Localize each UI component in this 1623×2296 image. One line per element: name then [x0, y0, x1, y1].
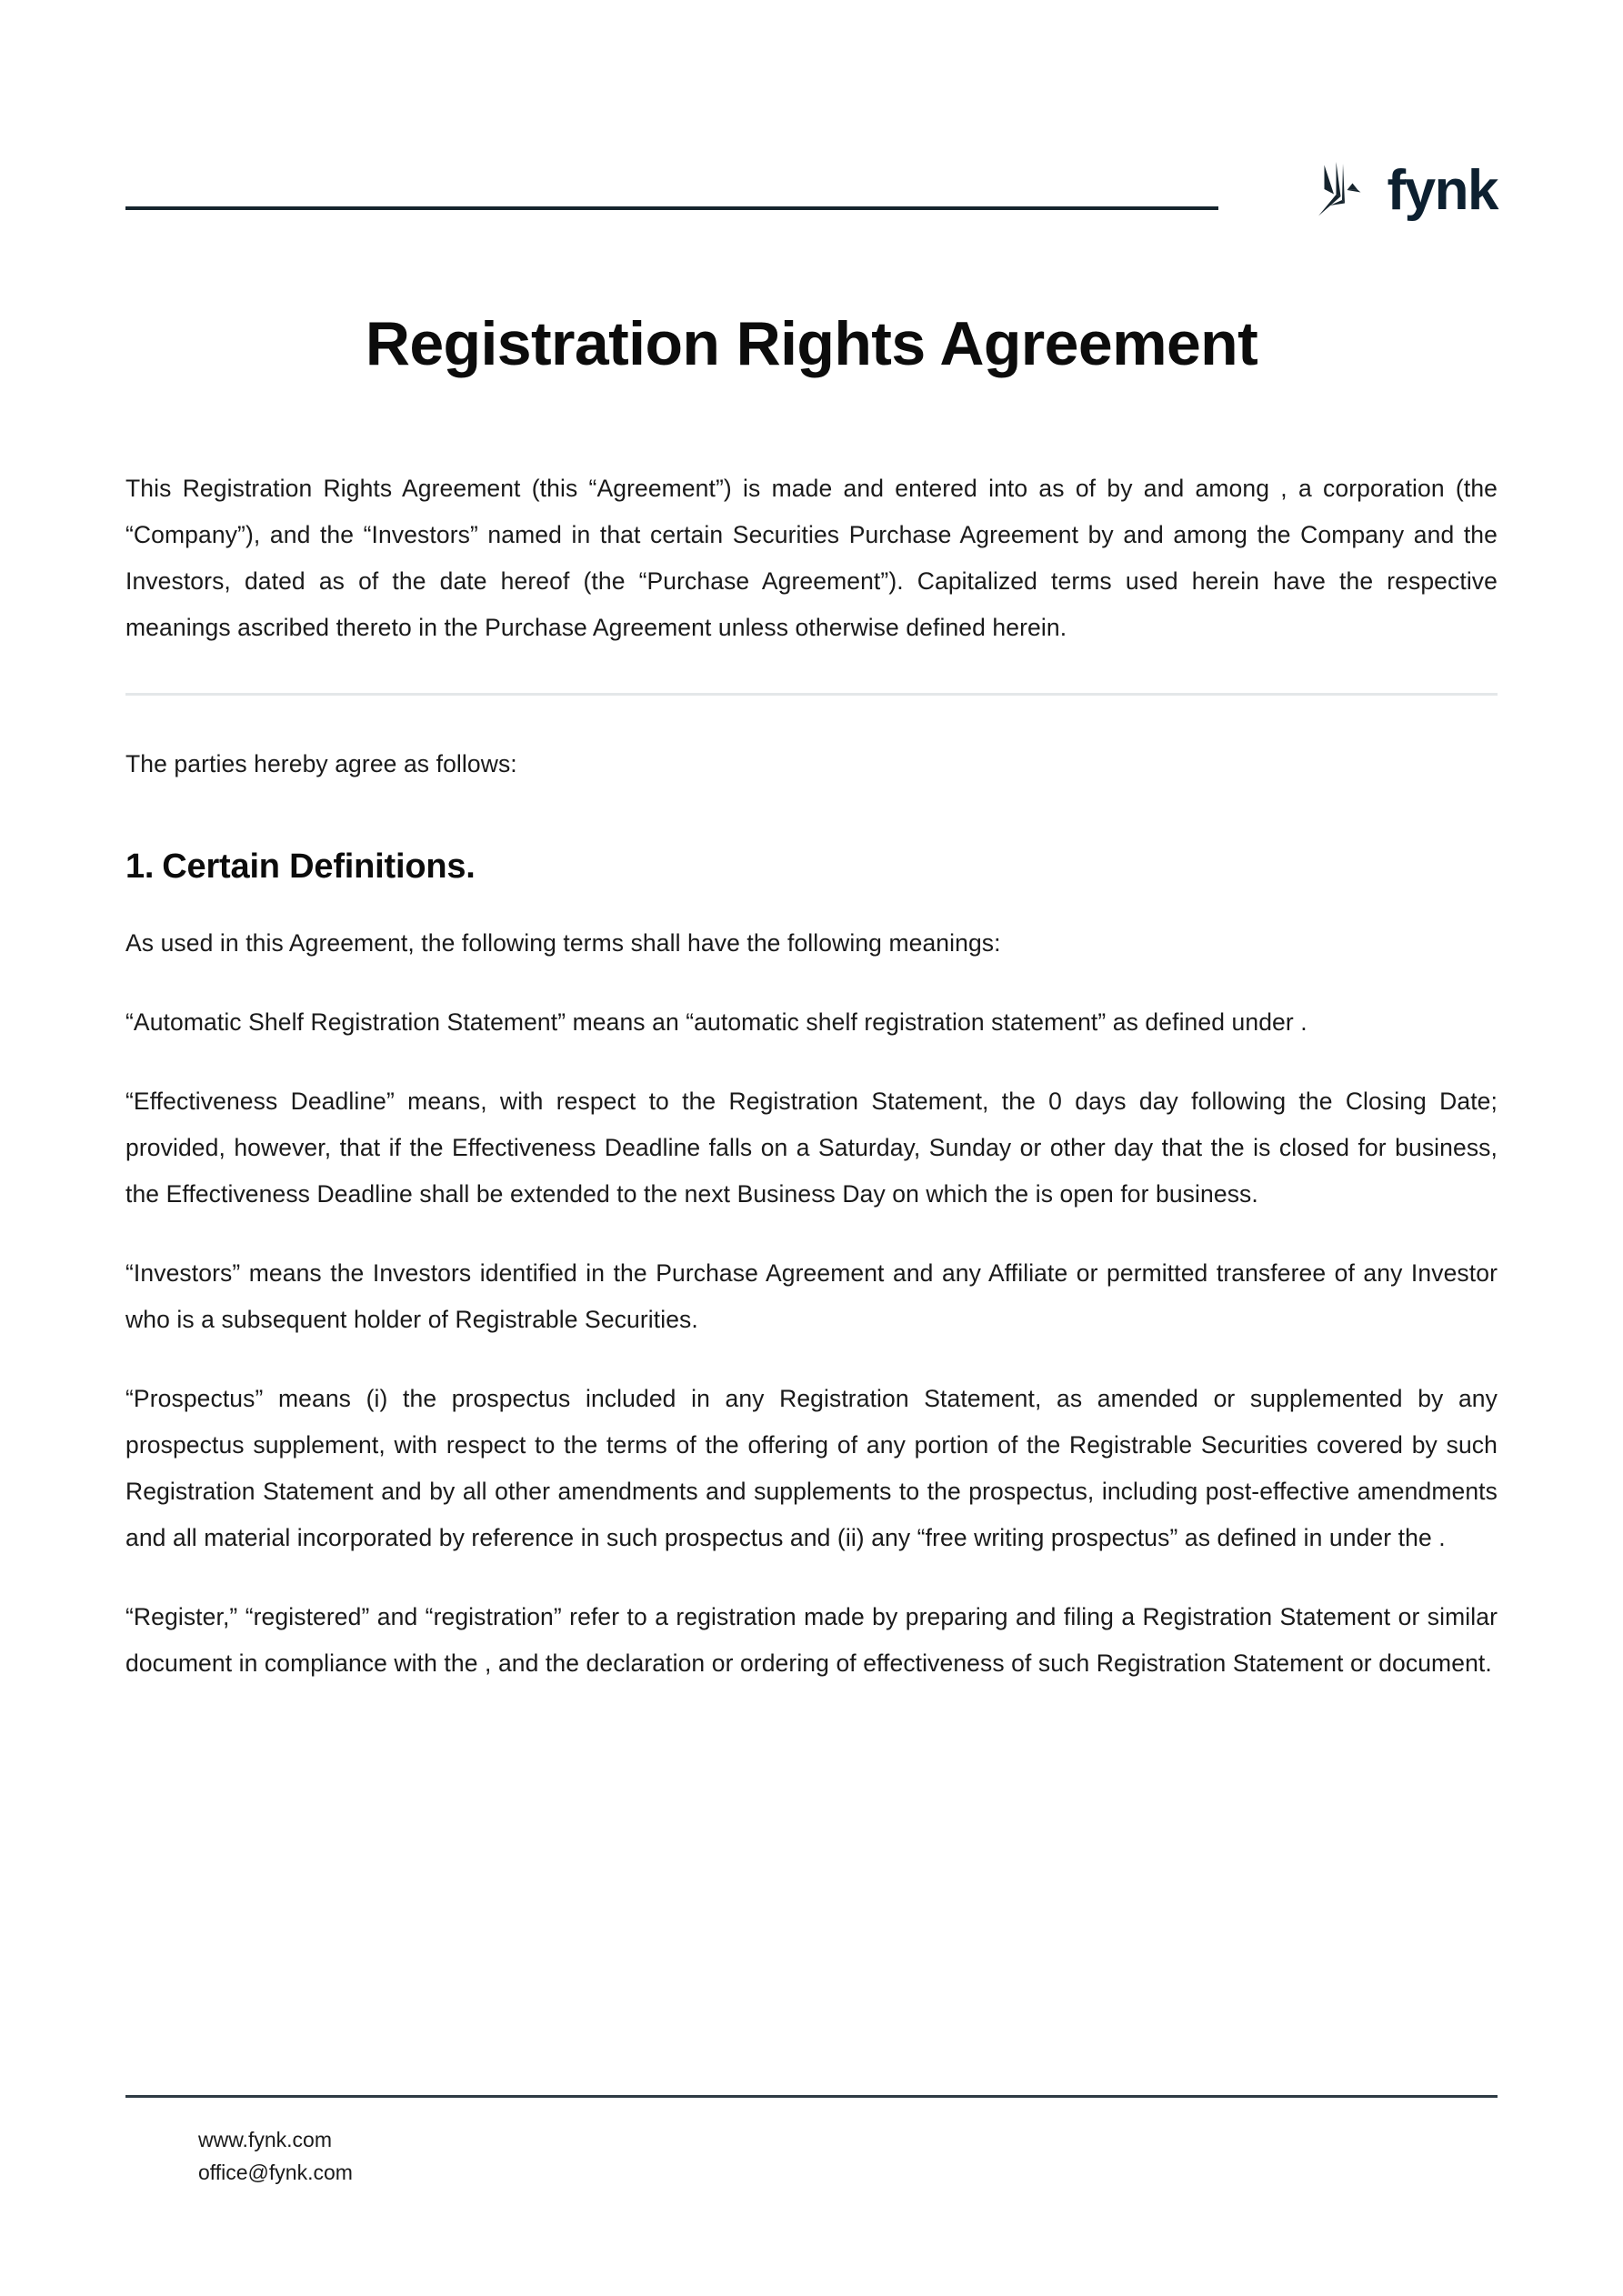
section-number: 1. — [125, 847, 155, 887]
definition-automatic-shelf-registration-statement: “Automatic Shelf Registration Statement” means an “automatic shelf registration statement” as defined under . — [125, 1008, 1307, 1036]
section-divider — [125, 693, 1498, 696]
preamble-paragraph: This Registration Rights Agreement (this “Agreement”) is made and entered into as of by and among , a corporation (the “Company”), and the “Investors” named in that certain Securities Purchase Agreement by and among the Company and the Investors, dated as of the date hereof (the “Purchase Agreement”). Capitalized terms used herein have the respective meanings ascribed thereto in the Purchase Agreement unless otherwise defined herein. — [125, 475, 1498, 642]
footer-website[interactable]: www.fynk.com — [198, 2128, 332, 2151]
section-intro: As used in this Agreement, the following terms shall have the following meanings: — [125, 928, 1001, 957]
page-header — [125, 145, 1498, 233]
fynk-origami-bird-logo-icon — [1306, 155, 1373, 223]
definition-prospectus: “Prospectus” means (i) the prospectus included in any Registration Statement, as amended or supplemented by any prospectus supplement, with respect to the terms of the offering of any portion of the Registrable Securities covered by such Registration Statement and by all other amendments and supplements to the prospectus, including post-effective amendments and all material incorporated by reference in such prospectus and (ii) any “free writing prospectus” as defined in under the . — [125, 1384, 1498, 1551]
header-divider-rule — [125, 206, 1218, 210]
section-title: Certain Definitions. — [162, 847, 476, 887]
page-footer — [125, 2095, 1498, 2189]
definition-effectiveness-deadline: “Effectiveness Deadline” means, with respect to the Registration Statement, the 0 days day following the Closing Date; provided, however, that if the Effectiveness Deadline falls on a Saturday, Sunday or other day that the is closed for business, the Effectiveness Deadline shall be extended to the next Business Day on which the is open for business. — [125, 1087, 1498, 1208]
section-heading-1 — [125, 846, 1498, 889]
definition-register: “Register,” “registered” and “registration” refer to a registration made by preparing and filing a Registration Statement or similar document in compliance with the , and the declaration or ordering of effectiveness of such Registration Statement or document. — [125, 1602, 1498, 1677]
page-title: Registration Rights Agreement — [365, 309, 1258, 378]
agree-line: The parties hereby agree as follows: — [125, 750, 517, 778]
footer-email[interactable]: office@fynk.com — [198, 2161, 353, 2184]
definition-investors: “Investors” means the Investors identified in the Purchase Agreement and any Affiliate or permitted transferee of any Investor who is a subsequent holder of Registrable Securities. — [125, 1258, 1498, 1333]
footer-contact-info — [125, 2098, 1498, 2189]
brand-wordmark: fynk — [1387, 159, 1498, 222]
brand-logo — [1306, 155, 1498, 223]
document-body — [125, 309, 1498, 1687]
